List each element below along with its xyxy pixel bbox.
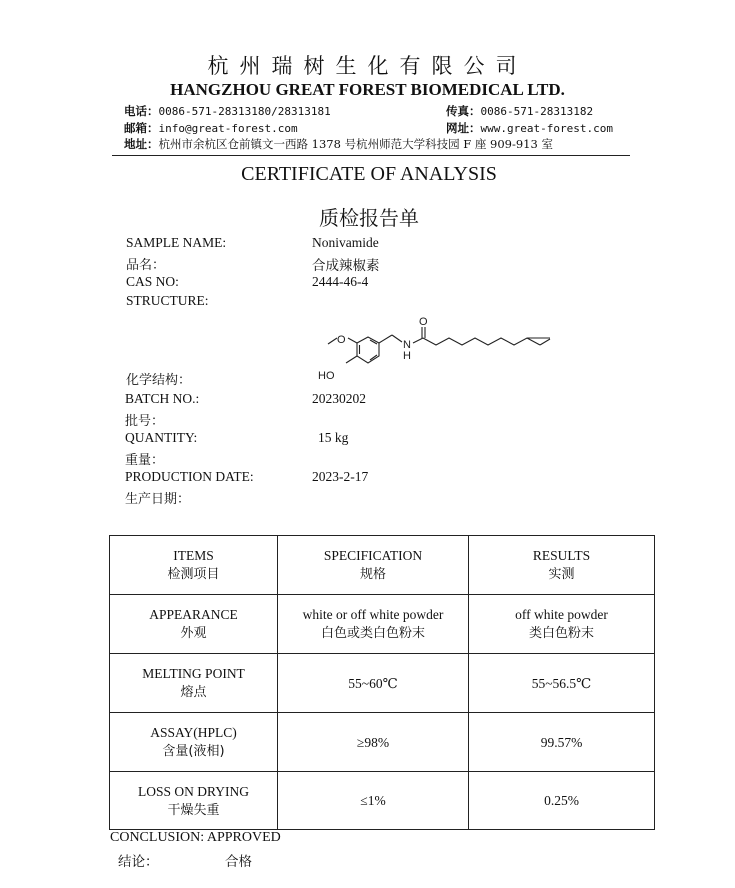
item-en: ASSAY(HPLC) (150, 725, 237, 740)
spec-cell (278, 595, 469, 654)
header-spec (278, 536, 469, 595)
table-header-row (110, 536, 655, 595)
web-value: www.great-forest.com (480, 122, 613, 135)
web-label: 网址： (446, 121, 481, 135)
quantity-label: QUANTITY: (125, 430, 198, 445)
cas-value: 2444-46-4 (312, 274, 369, 289)
address-label: 地址： (124, 137, 159, 151)
result-cell: 99.57% (469, 713, 655, 772)
conclusion-value: APPROVED (206, 830, 281, 845)
header-items-en: ITEMS (173, 548, 214, 563)
table-row (110, 595, 655, 654)
analysis-table (109, 535, 655, 830)
item-cn: 熔点 (180, 685, 207, 700)
production-date-cn-label: 生产日期： (125, 492, 191, 507)
result-cell (469, 595, 655, 654)
spec-en: white or off white powder (302, 607, 444, 622)
company-name-en: HANGZHOU GREAT FOREST BIOMEDICAL LTD. (170, 80, 565, 99)
item-cell (110, 654, 278, 713)
company-name-cn: 杭州瑞树生化有限公司 (207, 54, 528, 78)
address-value: 杭州市余杭区仓前镇文一西路 1378 号杭州师范大学科技园 F 座 909-913 室 (158, 137, 553, 151)
cas-label: CAS NO: (126, 274, 179, 289)
structure-atom-ho: HO (318, 370, 335, 382)
structure-atom-o-carbonyl: O (419, 316, 428, 328)
conclusion-label: CONCLUSION: (110, 830, 205, 845)
address-line (124, 136, 553, 152)
item-cell (110, 772, 278, 830)
table-row (110, 772, 655, 830)
structure-cn-label: 化学结构： (126, 373, 192, 388)
email-value: info@great-forest.com (158, 122, 298, 135)
item-cell (110, 595, 278, 654)
web-line (446, 120, 613, 136)
item-cn: 含量(液相) (162, 744, 225, 759)
structure-atom-o-methoxy: O (337, 334, 346, 346)
header-spec-cn: 规格 (359, 567, 386, 582)
item-en: LOSS ON DRYING (137, 783, 249, 799)
sample-name-value: Nonivamide (312, 235, 379, 250)
batch-value: 20230202 (312, 391, 366, 406)
item-en: APPEARANCE (149, 607, 238, 622)
structure-atom-n: N (403, 339, 411, 351)
document-title-cn: 质检报告单 (319, 206, 419, 230)
production-date-value: 2023-2-17 (312, 469, 369, 484)
header-results-cn: 实测 (548, 567, 575, 582)
conclusion-cn-value: 合格 (225, 854, 252, 870)
email-label: 邮箱： (124, 121, 159, 135)
conclusion-cn-label: 结论： (118, 854, 159, 870)
tel-value: 0086-571-28313180/28313181 (158, 105, 331, 118)
batch-label: BATCH NO.: (125, 391, 200, 406)
tel-label: 电话： (124, 104, 159, 118)
quantity-value: 15 kg (318, 430, 349, 445)
spec-cell: ≥98% (278, 713, 469, 772)
item-cn: 干燥失重 (167, 802, 220, 818)
quantity-cn-label: 重量： (125, 453, 165, 468)
batch-cn-label: 批号： (125, 414, 165, 429)
header-items (110, 536, 278, 595)
email-line (124, 120, 298, 136)
structure-label: STRUCTURE: (126, 293, 209, 308)
result-cn: 类白色粉末 (528, 626, 594, 641)
header-results (469, 536, 655, 595)
header-results-en: RESULTS (532, 548, 591, 563)
structure-atom-h: H (403, 350, 411, 362)
sample-name-cn-label: 品名： (126, 258, 166, 273)
fax-line (446, 103, 593, 119)
sample-name-label: SAMPLE NAME: (126, 235, 227, 250)
fax-value: 0086-571-28313182 (480, 105, 594, 118)
result-cell: 0.25% (469, 772, 655, 830)
sample-name-cn-value: 合成辣椒素 (312, 258, 380, 274)
spec-cn: 白色或类白色粉末 (320, 626, 425, 641)
item-cell (110, 713, 278, 772)
table-row (110, 654, 655, 713)
conclusion-line (110, 830, 281, 846)
fax-label: 传真： (446, 104, 481, 118)
item-cn: 外观 (180, 626, 207, 641)
production-date-label: PRODUCTION DATE: (125, 469, 254, 484)
result-cell: 55~56.5℃ (469, 654, 655, 713)
table-row (110, 713, 655, 772)
header-spec-en: SPECIFICATION (323, 548, 423, 563)
result-en: off white powder (515, 607, 608, 622)
header-items-cn: 检测项目 (167, 567, 220, 582)
spec-cell: ≤1% (278, 772, 469, 830)
chemical-structure (310, 312, 560, 387)
document-title: CERTIFICATE OF ANALYSIS (241, 163, 497, 185)
spec-cell: 55~60℃ (278, 654, 469, 713)
item-en: MELTING POINT (142, 666, 245, 681)
tel-line (124, 103, 331, 119)
header-divider (112, 155, 630, 156)
